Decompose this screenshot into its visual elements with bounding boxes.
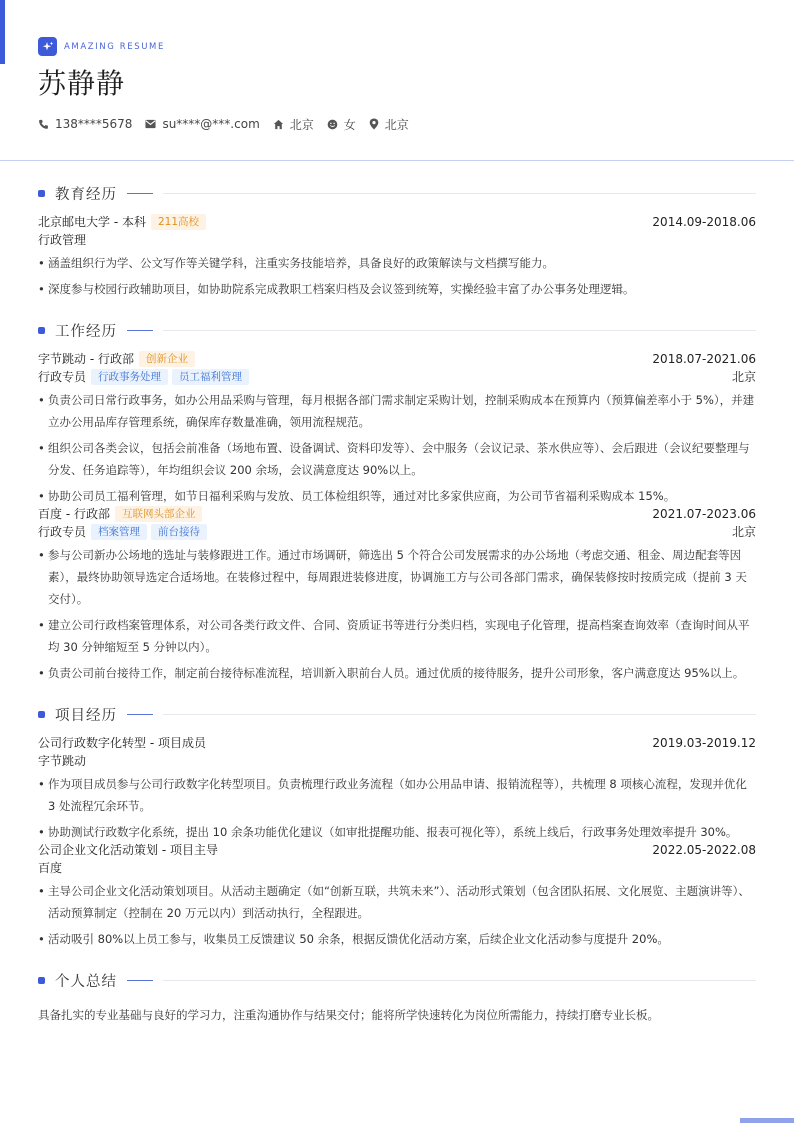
role-tag: 行政事务处理 [91,369,168,385]
contact-location [369,116,409,133]
job-role: 行政专员 [38,525,87,539]
bullet-item: • 协助测试行政数字化系统，提出 10 余条功能优化建议（如审批提醒功能、报表可视化等），系统上线后，行政事务处理效率提升 30%。 [38,821,756,843]
bullet-item: • 负责公司前台接待工作，制定前台接待标准流程，培训新入职前台人员。通过优质的接待服务，提升公司形象，客户满意度达 95%以上。 [38,662,756,684]
project-entry [38,841,756,950]
school-degree: 北京邮电大学 - 本科 [38,215,146,229]
role-tag: 前台接待 [151,524,207,540]
brand-text: AMAZING RESUME [64,41,165,52]
section-marker [38,190,45,197]
location-pin-icon [369,118,379,130]
contact-phone [38,117,132,131]
home-text: 北京 [289,117,314,132]
project-title-role: 公司行政数字化转型 - 项目成员 [38,736,206,750]
project-dates: 2022.05-2022.08 [652,843,756,857]
work-location: 北京 [731,525,756,539]
location-text: 北京 [384,117,409,132]
role-tag: 档案管理 [91,524,147,540]
work-dates: 2021.07-2023.06 [652,507,756,521]
bullet-item: • 深度参与校园行政辅助项目，如协助院系完成教职工档案归档及会议签到统筹，实操经验丰富了办公事务处理逻辑。 [38,278,756,300]
section-header-education [38,173,756,213]
candidate-name: 苏静静 [38,67,126,100]
header-divider [0,160,794,161]
section-accent-line [127,330,153,331]
contact-bar [38,116,756,132]
job-role: 行政专员 [38,370,87,384]
email-text: su****@***.com [162,117,260,131]
section-accent-line [127,980,153,981]
section-title: 个人总结 [55,973,117,990]
project-title-role: 公司企业文化活动策划 - 项目主导 [38,843,218,857]
work-bullets [38,389,756,507]
section-rule [163,980,756,981]
section-marker [38,327,45,334]
project-dates: 2019.03-2019.12 [652,736,756,750]
section-header-summary [38,960,756,1000]
work-dates: 2018.07-2021.06 [652,352,756,366]
smiley-icon [327,119,338,130]
bullet-item: • 参与公司新办公场地的选址与装修跟进工作。通过市场调研，筛选出 5 个符合公司发展需求的办公场地（考虑交通、租金、周边配套等因素），最终协助领导选定合适场地。在装修过程中，每周跟进装修进度，协调施工方与公司各部门需求，确保装修按时按质完成（提前 3 天交付）。 [38,544,756,610]
contact-home [273,116,314,133]
footer-accent-bar [740,1118,794,1123]
section-accent-line [127,193,153,194]
project-org: 百度 [38,861,63,875]
mail-icon [145,119,156,129]
work-entry [38,350,756,507]
education-entry [38,213,756,300]
bullet-item: • 主导公司企业文化活动策划项目。从活动主题确定（如“创新互联，共筑未来”）、活动形式策划（包含团队拓展、文化展览、主题演讲等）、活动预算制定（控制在 20 万元以内）到活动执行，全程跟进。 [38,880,756,924]
home-icon [273,119,284,130]
section-accent-line [127,714,153,715]
resume-header [38,37,756,132]
section-rule [163,193,756,194]
work-entry [38,505,756,684]
bullet-item: • 涵盖组织行为学、公文写作等关键学科，注重实务技能培养，具备良好的政策解读与文档撰写能力。 [38,252,756,274]
company-tag: 互联网头部企业 [115,506,203,522]
section-rule [163,714,756,715]
bullet-item: • 作为项目成员参与公司行政数字化转型项目。负责梳理行政业务流程（如办公用品申请、报销流程等），共梳理 8 项核心流程，发现并优化 3 处流程冗余环节。 [38,773,756,817]
education-bullets [38,252,756,300]
resume-body [38,173,756,1026]
bullet-item: • 组织公司各类会议，包括会前准备（场地布置、设备调试、资料印发等）、会中服务（会议记录、茶水供应等）、会后跟进（会议纪要整理与分发、任务追踪等），年均组织会议 200 余场，会议满意度达 90%以上。 [38,437,756,481]
sparkle-icon [38,37,57,56]
bullet-item: • 负责公司日常行政事务，如办公用品采购与管理，每月根据各部门需求制定采购计划，控制采购成本在预算内（预算偏差率小于 5%），并建立办公用品库存管理系统，确保库存数量准确，领用流程规范。 [38,389,756,433]
section-header-work [38,310,756,350]
company-tag: 创新企业 [139,351,195,367]
company-dept: 字节跳动 - 行政部 [38,352,134,366]
section-rule [163,330,756,331]
section-title: 教育经历 [55,186,117,203]
bullet-item: • 建立公司行政档案管理体系，对公司各类行政文件、合同、资质证书等进行分类归档，实现电子化管理，提高档案查询效率（查询时间从平均 30 分钟缩短至 5 分钟以内）。 [38,614,756,658]
bullet-item: • 活动吸引 80%以上员工参与，收集员工反馈建议 50 余条，根据反馈优化活动方案，后续企业文化活动参与度提升 20%。 [38,928,756,950]
section-title: 工作经历 [55,323,117,340]
summary-text: 具备扎实的专业基础与良好的学习力，注重沟通协作与结果交付；能将所学快速转化为岗位所需能力，持续打磨专业长板。 [38,1008,659,1022]
project-org: 字节跳动 [38,754,87,768]
section-title: 项目经历 [55,707,117,724]
company-dept: 百度 - 行政部 [38,507,110,521]
project-entry [38,734,756,843]
accent-bar [0,0,5,64]
bullet-item: • 协助公司员工福利管理，如节日福利采购与发放、员工体检组织等，通过对比多家供应商，为公司节省福利采购成本 15%。 [38,485,756,507]
project-bullets [38,880,756,950]
role-tag: 员工福利管理 [172,369,249,385]
phone-icon [38,119,49,130]
brand [38,37,756,56]
section-marker [38,977,45,984]
work-location: 北京 [731,370,756,384]
section-header-projects [38,694,756,734]
work-bullets [38,544,756,684]
contact-gender [327,116,356,133]
section-marker [38,711,45,718]
gender-text: 女 [343,117,356,132]
contact-email [145,117,259,131]
phone-text: 138****5678 [55,117,133,131]
project-bullets [38,773,756,843]
school-tag: 211高校 [151,214,206,230]
major: 行政管理 [38,233,87,247]
education-dates: 2014.09-2018.06 [652,215,756,229]
